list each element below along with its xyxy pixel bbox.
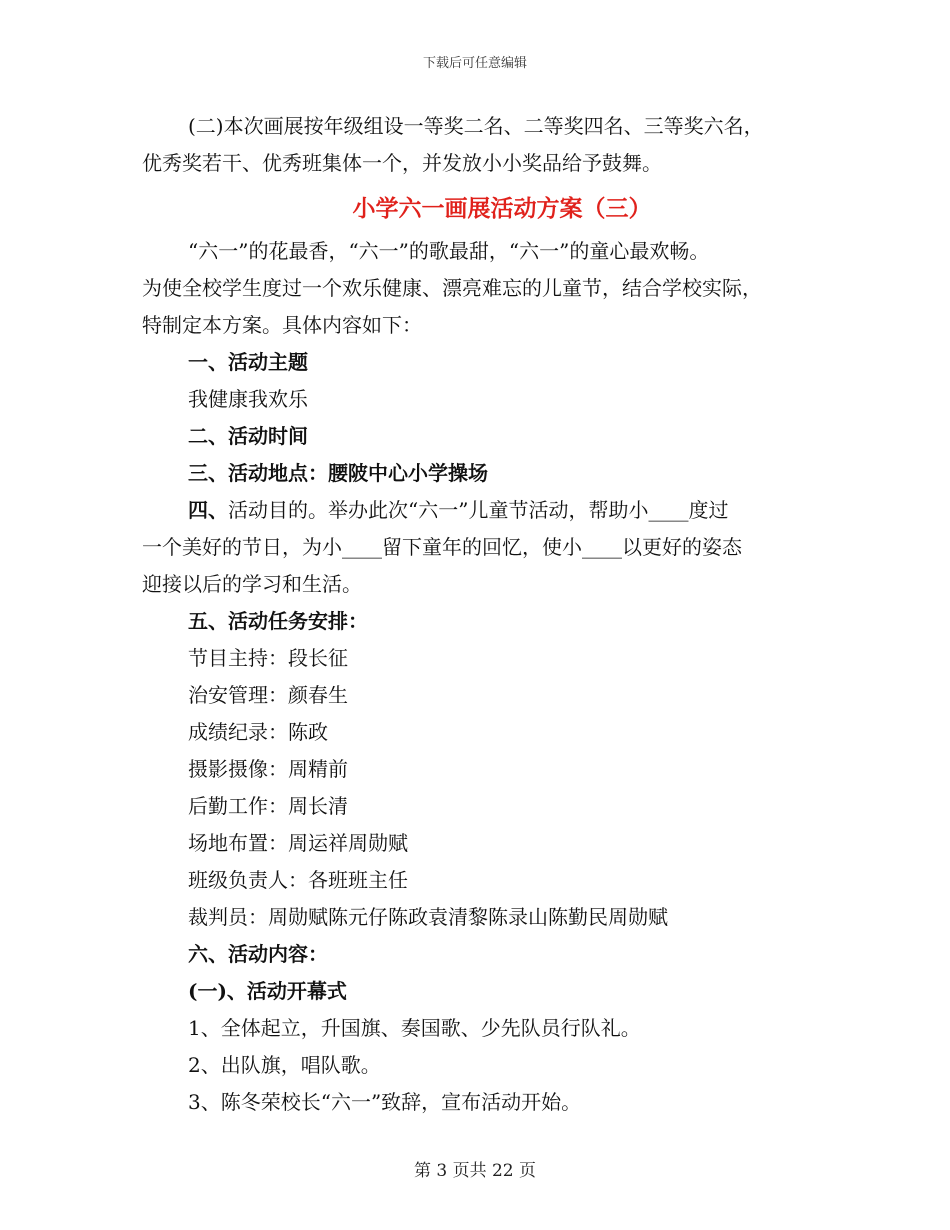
heading-theme: 一、活动主题 xyxy=(188,350,308,374)
heading-content: 六、活动内容： xyxy=(188,942,328,966)
subheading-opening: (一)、活动开幕式 xyxy=(188,979,347,1003)
list-item: 班级负责人：各班班主任 xyxy=(188,868,408,892)
list-item: 治安管理：颜春生 xyxy=(188,683,348,707)
header-note: 下载后可任意编辑 xyxy=(422,56,527,71)
list-item: 节目主持：段长征 xyxy=(188,646,348,670)
paragraph-line: 我健康我欢乐 xyxy=(188,387,308,411)
section-title: 小学六一画展活动方案（三） xyxy=(352,195,652,222)
paragraph-line: 一个美好的节日，为小____留下童年的回忆，使小____以更好的姿态 xyxy=(142,535,742,559)
list-item: 后勤工作：周长清 xyxy=(188,794,348,818)
heading-location: 三、活动地点：腰陂中心小学操场 xyxy=(188,461,488,485)
paragraph-line: “六一”的花最香，“六一”的歌最甜，“六一”的童心最欢畅。 xyxy=(188,239,710,263)
list-item: 摄影摄像：周精前 xyxy=(188,757,348,781)
paragraph-line: 迎接以后的学习和生活。 xyxy=(142,572,362,596)
paragraph-line: 优秀奖若干、优秀班集体一个，并发放小小奖品给予鼓舞。 xyxy=(142,151,662,175)
heading-tasks: 五、活动任务安排： xyxy=(188,609,368,633)
heading-purpose: 四、 xyxy=(188,498,228,522)
document-body xyxy=(142,108,822,1121)
list-item: 1、全体起立，升国旗、奏国歌、少先队员行队礼。 xyxy=(188,1016,641,1040)
list-item: 裁判员：周勋赋陈元仔陈政袁清黎陈录山陈勤民周勋赋 xyxy=(188,905,668,929)
list-item: 场地布置：周运祥周勋赋 xyxy=(188,831,408,855)
heading-time: 二、活动时间 xyxy=(188,424,308,448)
paragraph-line: 为使全校学生度过一个欢乐健康、漂亮难忘的儿童节，结合学校实际， xyxy=(142,276,762,300)
page-footer: 第 3 页共 22 页 xyxy=(413,1161,537,1181)
paragraph-line xyxy=(142,492,822,529)
paragraph-line: (二)本次画展按年级组设一等奖二名、二等奖四名、三等奖六名， xyxy=(188,114,764,138)
list-item: 2、出队旗，唱队歌。 xyxy=(188,1053,381,1077)
list-item: 成绩纪录：陈政 xyxy=(188,720,328,744)
paragraph-line: 特制定本方案。具体内容如下： xyxy=(142,313,422,337)
list-item: 3、陈冬荣校长“六一”致辞，宣布活动开始。 xyxy=(188,1090,582,1114)
purpose-text: 活动目的。举办此次“六一”儿童节活动，帮助小____度过 xyxy=(228,498,729,522)
